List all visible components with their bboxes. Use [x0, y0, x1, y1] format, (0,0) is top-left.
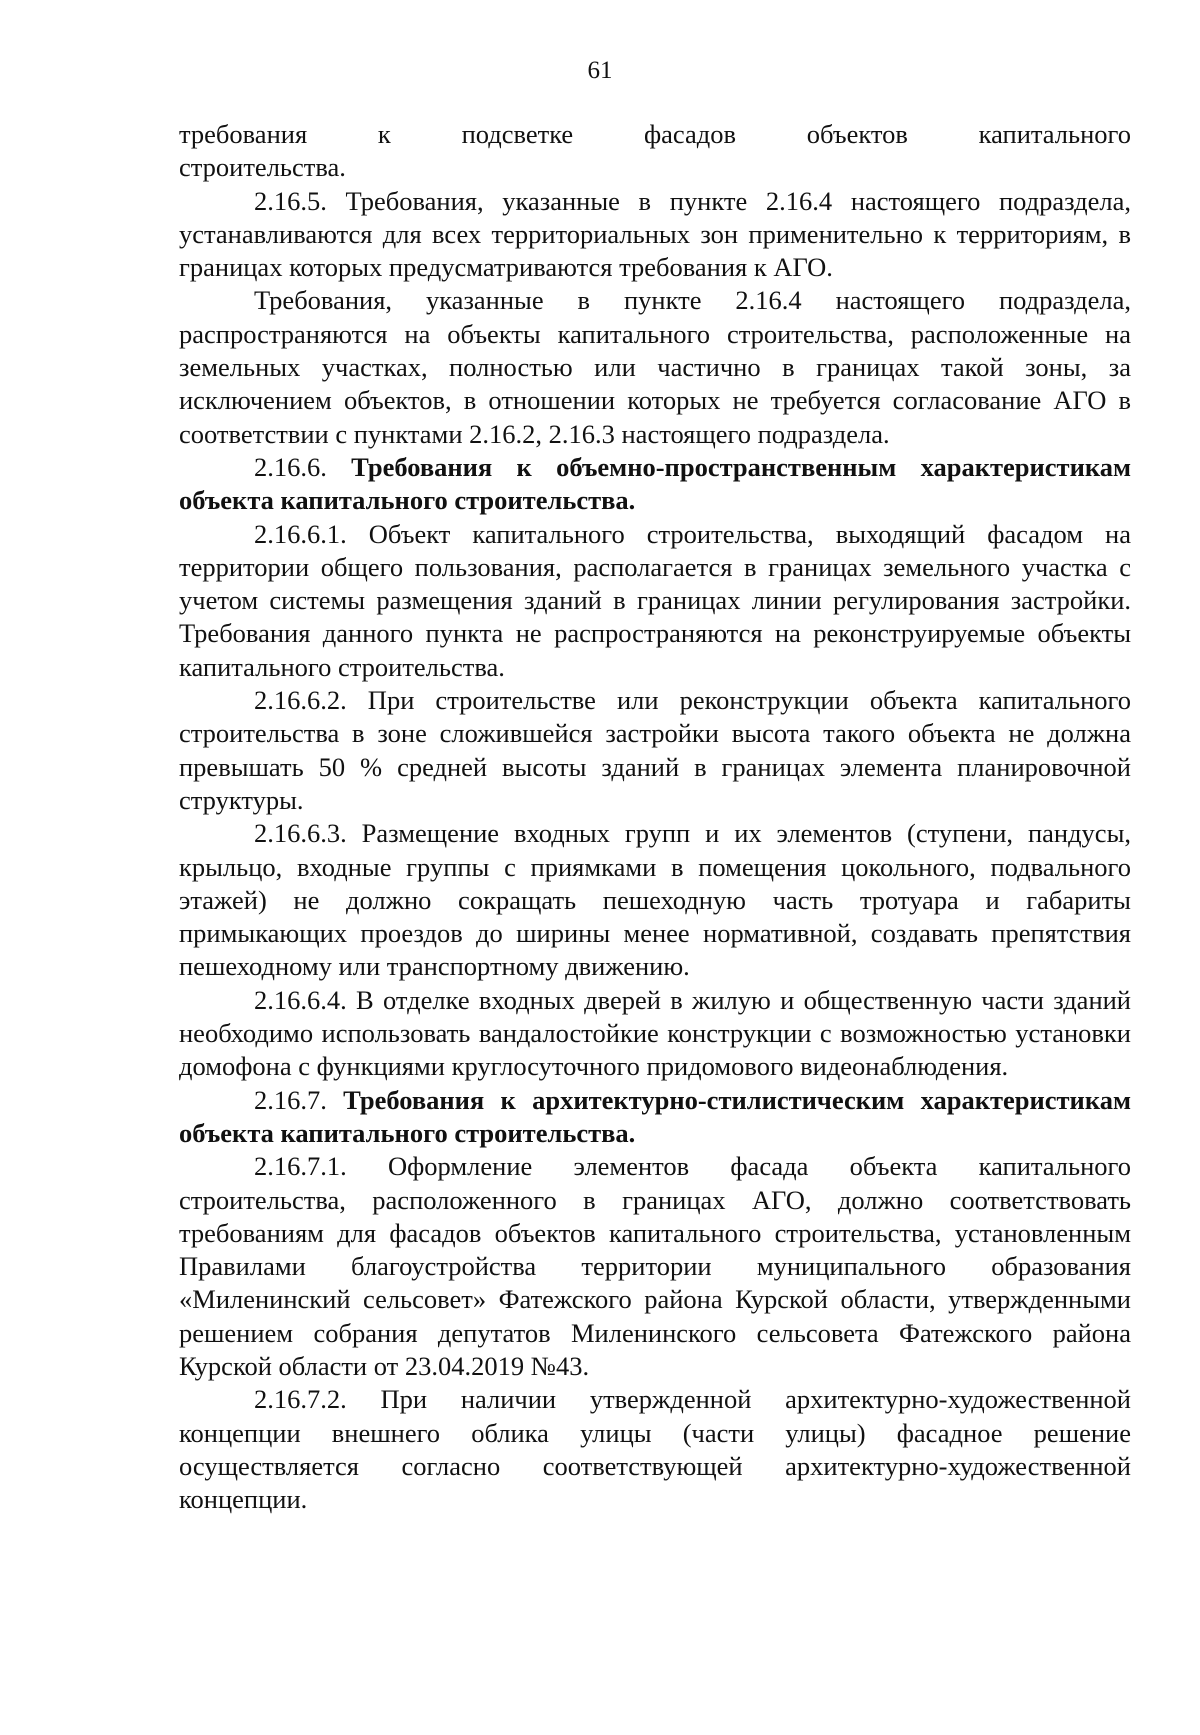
- paragraph-line: строительства.: [179, 152, 346, 183]
- document-body: [179, 118, 1131, 1516]
- paragraph-continuation: [179, 118, 1131, 185]
- section-title: Требования к объемно-пространственным характеристикам объекта капитального строительства.: [179, 451, 1131, 516]
- page-number: 61: [587, 57, 613, 84]
- section-number: 2.16.6.: [254, 451, 327, 482]
- paragraph-requirements-scope: Требования, указанные в пункте 2.16.4 настоящего подраздела, распространяются на объекты капитального строительства, расположенные на земельных участках, полностью или частично в границах такой зоны, за исключением объектов, в отношении которых не требуется согласование АГО в соответствии с пунктами 2.16.2, 2.16.3 настоящего подраздела.: [179, 285, 1131, 449]
- section-number: 2.16.7.: [254, 1084, 327, 1115]
- paragraph-2-16-5: 2.16.5. Требования, указанные в пункте 2.16.4 настоящего подраздела, устанавливаются для всех территориальных зон применительно к территориям, в границах которых предусматриваются требования к АГО.: [179, 185, 1131, 283]
- paragraph-2-16-7-2: 2.16.7.2. При наличии утвержденной архитектурно-художественной концепции внешнего облика улицы (части улицы) фасадное решение осуществляется согласно соответствующей архитектурно-художественной концепции.: [179, 1384, 1131, 1515]
- paragraph-line: требования к подсветке фасадов объектов капитального: [179, 119, 1131, 149]
- section-heading-2-16-7: [179, 1084, 1131, 1151]
- section-heading-2-16-6: [179, 451, 1131, 518]
- paragraph-2-16-6-2: 2.16.6.2. При строительстве или реконструкции объекта капитального строительства в зоне сложившейся застройки высота такого объекта не должна превышать 50 % средней высоты зданий в границах элемента планировочной структуры.: [179, 685, 1131, 815]
- paragraph-2-16-7-1: 2.16.7.1. Оформление элементов фасада объекта капитального строительства, расположенного в границах АГО, должно соответствовать требованиям для фасадов объектов капитального строительства, установленным Правилами благоустройства территории муниципального образования «Миленинский сельсовет» Фатежского района Курской области, утвержденными решением собрания депутатов Миленинского сельсовета Фатежского района Курской области от 23.04.2019 №43.: [179, 1151, 1131, 1381]
- paragraph-2-16-6-1: 2.16.6.1. Объект капитального строительства, выходящий фасадом на территории общего пользования, располагается в границах земельного участка с учетом системы размещения зданий в границах линии регулирования застройки. Требования данного пункта не распространяются на реконструируемые объекты капитального строительства.: [179, 518, 1131, 682]
- paragraph-2-16-6-3: 2.16.6.3. Размещение входных групп и их элементов (ступени, пандусы, крыльцо, входные группы с приямками в помещения цокольного, подвального этажей) не должно сокращать пешеходную часть тротуара и габариты примыкающих проездов до ширины менее нормативной, создавать препятствия пешеходному или транспортному движению.: [179, 818, 1131, 982]
- section-title: Требования к архитектурно-стилистическим характеристикам объекта капитального строительства.: [179, 1084, 1131, 1148]
- paragraph-2-16-6-4: 2.16.6.4. В отделке входных дверей в жилую и общественную части зданий необходимо использовать вандалостойкие конструкции с возможностью установки домофона с функциями круглосуточного придомового видеонаблюдения.: [179, 984, 1131, 1082]
